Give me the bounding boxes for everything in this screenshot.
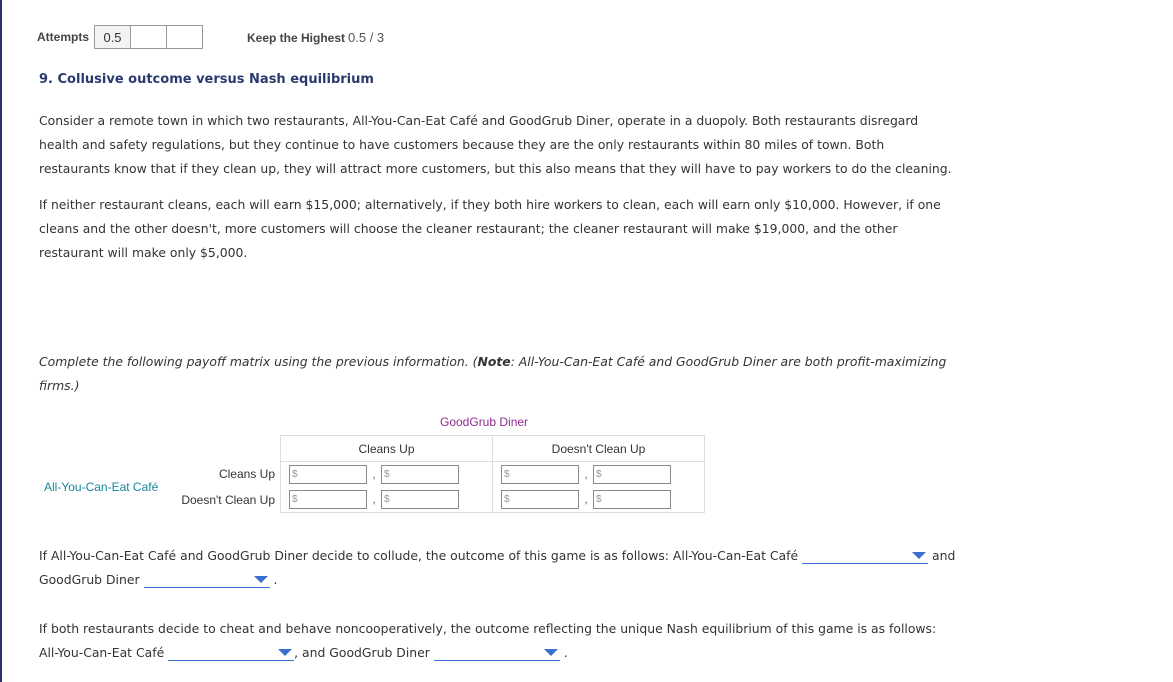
keep-highest-label: Keep the Highest [247, 31, 346, 45]
dollar-sign: $ [504, 469, 510, 480]
payoff-field[interactable] [604, 492, 664, 507]
payoff-field[interactable] [392, 467, 452, 482]
dollar-sign: $ [596, 469, 602, 480]
cell-cleans-cleans [281, 462, 493, 488]
payoff-paragraph: If neither restaurant cleans, each will earn $15,000; alternatively, if they both hire workers to clean, each will earn only $10,000. However, if one cleans and the other doesn't, more customers will choose the cleaner restaurant; the cleaner restaurant will make $19,000, and the other restaurant will make only $5,000. [39, 197, 941, 260]
attempt-box-1[interactable]: 0.5 [94, 25, 131, 49]
dollar-sign: $ [504, 494, 510, 505]
keep-highest [247, 30, 384, 45]
payoff-field[interactable] [512, 467, 572, 482]
payoff-input-gg-dd[interactable] [593, 490, 671, 509]
nash-period: . [563, 645, 568, 660]
payoff-input-ay-cd[interactable] [501, 465, 579, 484]
scenario-paragraph: Consider a remote town in which two restaurants, All-You-Can-Eat Café and GoodGrub Diner, operate in a duopoly. Both restaurants disregard health and safety regulations, but they continue to have customers because they are the only restaurants within 80 miles of town. Both restaurants know that if they clean up, they will attract more customers, but this also means that they will have to pay workers to do the cleaning. [39, 113, 952, 176]
attempts-label: Attempts [37, 30, 90, 44]
chevron-down-icon [912, 552, 926, 559]
collude-question [39, 544, 959, 592]
dollar-sign: $ [596, 494, 602, 505]
col-header-cleans: Cleans Up [281, 436, 493, 462]
attempt-box-3[interactable] [166, 25, 203, 49]
collude-text-2: GoodGrub Diner [39, 572, 140, 587]
row-header-doesnt-clean: Doesn't Clean Up [181, 492, 275, 507]
collude-allyoucaneat-dropdown[interactable] [802, 548, 928, 564]
allyoucaneat-player-label: All-You-Can-Eat Café [44, 480, 159, 494]
chevron-down-icon [278, 649, 292, 656]
nash-question [39, 617, 959, 665]
payoff-field[interactable] [300, 467, 360, 482]
nash-text-1: If both restaurants decide to cheat and behave noncooperatively, the outcome reflecting the unique Nash equilibrium of this game is as follows: All-You-Can-Eat Café [39, 621, 937, 660]
left-border [0, 0, 2, 682]
attempt-box-2[interactable] [130, 25, 167, 49]
goodgrub-player-label: GoodGrub Diner [440, 415, 529, 429]
nash-text-2: , and GoodGrub Diner [294, 645, 430, 660]
nash-goodgrub-dropdown[interactable] [434, 645, 560, 661]
row-header-cleans: Cleans Up [218, 467, 275, 482]
chevron-down-icon [544, 649, 558, 656]
nash-allyoucaneat-dropdown[interactable] [168, 645, 294, 661]
dollar-sign: $ [292, 494, 298, 505]
dollar-sign: $ [292, 469, 298, 480]
cell-doesnt-doesnt [493, 487, 705, 513]
comma-separator: , [584, 468, 588, 481]
payoff-input-ay-dc[interactable] [289, 490, 367, 509]
dollar-sign: $ [384, 469, 390, 480]
comma-separator: , [372, 493, 376, 506]
col-header-doesnt-clean: Doesn't Clean Up [493, 436, 705, 462]
payoff-field[interactable] [512, 492, 572, 507]
comma-separator: , [372, 468, 376, 481]
payoff-input-gg-cd[interactable] [593, 465, 671, 484]
instruction [39, 350, 954, 398]
collude-text-1: If All-You-Can-Eat Café and GoodGrub Diner decide to collude, the outcome of this game is as follows: All-You-Can-Eat Café [39, 548, 799, 563]
instruction-pre: Complete the following payoff matrix using the previous information. ( [39, 354, 478, 369]
comma-separator: , [584, 493, 588, 506]
payoff-input-gg-dc[interactable] [381, 490, 459, 509]
instruction-note: Note [477, 354, 511, 369]
score-value: 0.5 / 3 [348, 30, 385, 45]
payoff-field[interactable] [604, 467, 664, 482]
attempts-bar [37, 24, 203, 50]
cell-cleans-doesnt [493, 462, 705, 488]
collude-and: and [932, 548, 956, 563]
question-title: 9. Collusive outcome versus Nash equilibrium [39, 72, 374, 87]
payoff-input-ay-cc[interactable] [289, 465, 367, 484]
payoff-input-ay-dd[interactable] [501, 490, 579, 509]
matrix-corner [170, 436, 281, 462]
dollar-sign: $ [384, 494, 390, 505]
payoff-field[interactable] [392, 492, 452, 507]
payoff-input-gg-cc[interactable] [381, 465, 459, 484]
instruction-post: : All-You-Can-Eat Café and GoodGrub Diner are both profit-maximizing firms.) [39, 354, 947, 393]
payoff-matrix [170, 435, 705, 513]
chevron-down-icon [254, 576, 268, 583]
collude-goodgrub-dropdown[interactable] [144, 572, 270, 588]
collude-period: . [273, 572, 278, 587]
cell-doesnt-cleans [281, 487, 493, 513]
payoff-field[interactable] [300, 492, 360, 507]
